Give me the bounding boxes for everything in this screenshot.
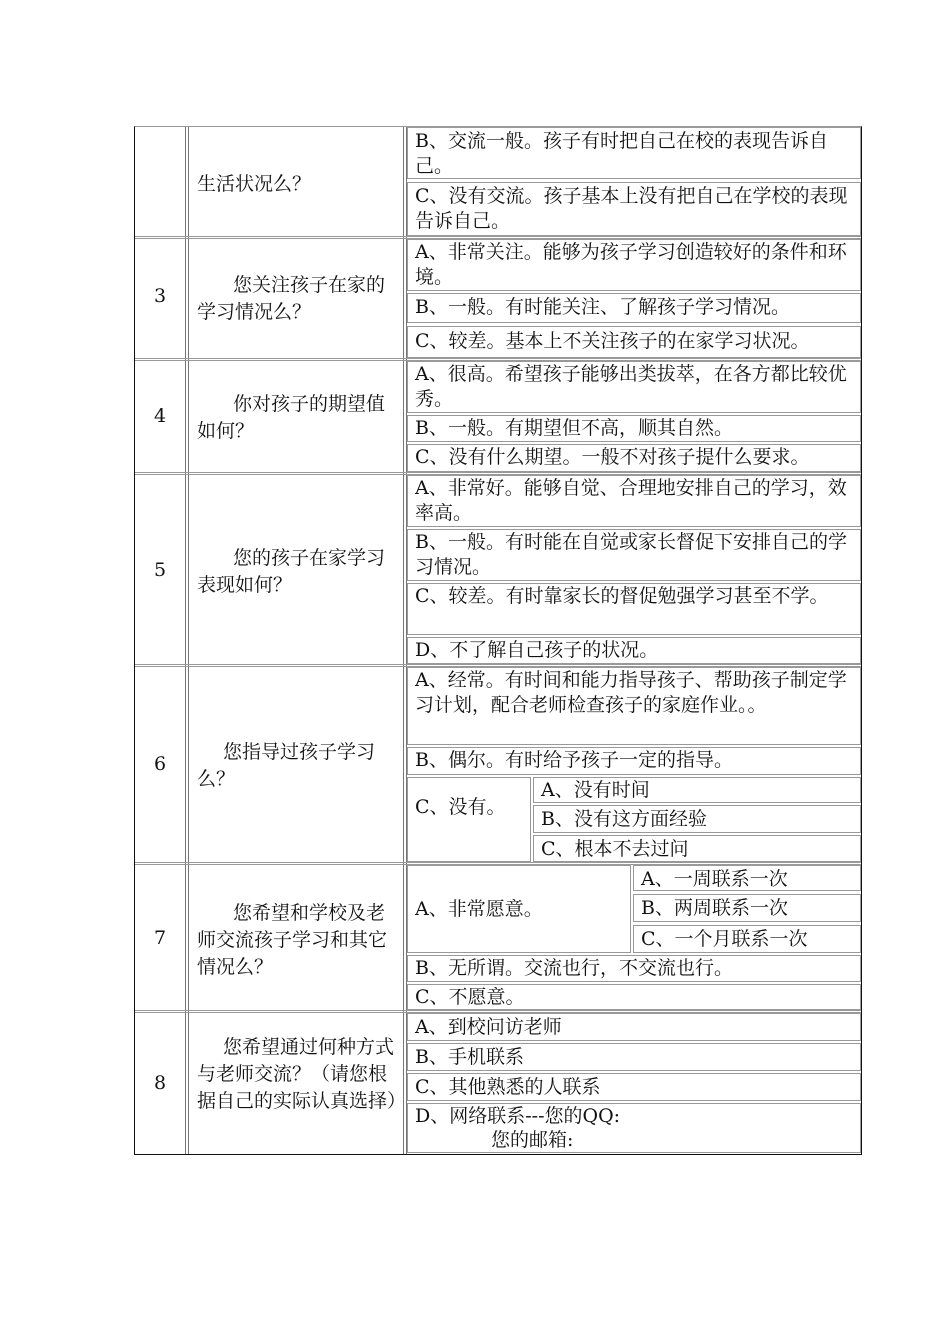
option-text: B、偶尔。有时给予孩子一定的指导。 (415, 749, 733, 771)
option-text: A、经常。有时间和能力指导孩子、帮助孩子制定学习计划，配合老师检查孩子的家庭作业。。 (415, 669, 847, 716)
option-text: B、手机联系 (415, 1046, 524, 1068)
option-text: B、一般。有时能在自觉或家长督促下安排自己的学习情况。 (415, 531, 847, 578)
sub-option-text: B、两周联系一次 (641, 897, 788, 919)
option-text: A、非常关注。能够为孩子学习创造较好的条件和环境。 (415, 241, 847, 288)
column-divider (185, 127, 186, 1154)
question-text: 您关注孩子在家的学习情况么？ (197, 274, 386, 323)
sub-option-text: C、根本不去过问 (541, 838, 689, 860)
sub-option-text: B、没有这方面经验 (541, 808, 707, 830)
question-number: 4 (153, 405, 167, 427)
question-number: 6 (153, 753, 167, 775)
email-label: 您的邮箱: (491, 1129, 574, 1151)
column-divider (403, 127, 404, 1154)
question-text: 你对孩子的期望值如何？ (197, 393, 386, 442)
question-text: 您希望和学校及老师交流孩子学习和其它情况么？ (197, 902, 388, 978)
option-text: A、很高。希望孩子能够出类拔萃，在各方都比较优秀。 (415, 363, 847, 410)
option-text: A、非常好。能够自觉、合理地安排自己的学习，效率高。 (415, 477, 847, 524)
option-text: C、没有什么期望。一般不对孩子提什么要求。 (415, 446, 810, 468)
option-text: C、不愿意。 (415, 986, 525, 1008)
option-text: D、不了解自己孩子的状况。 (415, 639, 659, 661)
option-text: B、交流一般。孩子有时把自己在校的表现告诉自己。 (415, 130, 828, 177)
option-text: B、一般。有期望但不高，顺其自然。 (415, 417, 733, 439)
column-divider (188, 127, 189, 1154)
sub-option-text: A、一周联系一次 (641, 868, 788, 890)
option-text: A、非常愿意。 (415, 898, 543, 920)
option-text: C、其他熟悉的人联系 (415, 1076, 601, 1098)
option-text: C、没有。 (415, 796, 506, 818)
survey-table (134, 126, 862, 1155)
question-text: 您希望通过何种方式与老师交流？（请您根据自己的实际认真选择） (197, 1036, 407, 1112)
question-number: 8 (153, 1072, 167, 1094)
sub-option-text: A、没有时间 (541, 779, 650, 801)
option-text: D、网络联系---您的QQ: (415, 1105, 621, 1127)
option-text: C、较差。有时靠家长的督促勉强学习甚至不学。 (415, 585, 829, 607)
question-text: 生活状况么？ (197, 173, 312, 195)
option-text: C、较差。基本上不关注孩子的在家学习状况。 (415, 330, 810, 352)
question-text: 您指导过孩子学习么？ (197, 741, 376, 790)
question-number: 3 (153, 285, 167, 307)
option-text: A、到校问访老师 (415, 1016, 562, 1038)
option-text: B、一般。有时能关注、了解孩子学习情况。 (415, 296, 790, 318)
question-number: 7 (153, 927, 167, 949)
sub-option-text: C、一个月联系一次 (641, 928, 808, 950)
question-number: 5 (153, 559, 167, 581)
option-text: C、没有交流。孩子基本上没有把自己在学校的表现告诉自己。 (415, 185, 848, 232)
question-text: 您的孩子在家学习表现如何？ (197, 547, 386, 596)
option-text: B、无所谓。交流也行，不交流也行。 (415, 957, 733, 979)
